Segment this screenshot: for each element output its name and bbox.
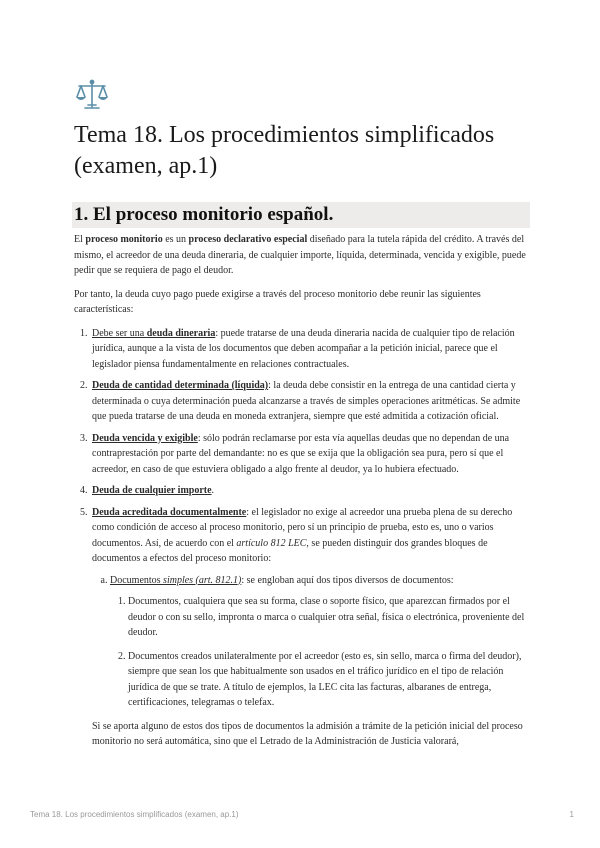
list-item: 1. Documentos, cualquiera que sea su forma, clase o soporte físico, que aparezcan firmados por el deudor o con su sello, impronta o marca o cualquier otra señal, física o electrónica, proveniente del deudor. — [128, 594, 532, 641]
list-item — [90, 378, 532, 425]
text: Documentos — [110, 574, 164, 586]
note-paragraph: Si se aporta alguno de estos dos tipos de documentos la admisión a trámite de la petición inicial del proceso monitorio no será automática, sino que el Letrado de la Administración de Justicia valorará, — [92, 720, 523, 747]
item-term: Deuda vencida y exigible — [92, 432, 198, 444]
list-item — [110, 573, 532, 711]
page-title: Tema 18. Los procedimientos simplificados (examen, ap.1) — [74, 122, 495, 179]
text: : el legislador no exige al acreedor una prueba plena de su derecho como condición de acceso al proceso monitorio, pero sí un principio de prueba, esto es, uno o varios documentos. Así, de acuerdo con el — [92, 506, 513, 549]
list-item — [90, 483, 532, 499]
list-item — [90, 431, 532, 478]
text: El — [74, 234, 86, 245]
legal-reference: artículo 812 LEC — [236, 537, 307, 549]
section-heading: 1. El proceso monitorio español. — [72, 202, 530, 228]
item-term: Deuda acreditada documentalmente — [92, 506, 247, 518]
footer-title: Tema 18. Los procedimientos simplificados (examen, ap.1) — [30, 810, 239, 819]
text: Debe ser una — [92, 327, 147, 339]
list-item — [90, 505, 532, 750]
text: : puede tratarse de una deuda dineraria nacida de cualquier tipo de relación jurídica, aunque a la vista de los documentos que deben acompañar a la petición inicial, parece que el legislador piensa fundamentalmente en relaciones contractuales. — [92, 327, 515, 370]
page-number: 1 — [569, 810, 574, 819]
term-proceso-monitorio: proceso monitorio — [85, 234, 163, 245]
item-term: Deuda de cualquier importe — [92, 485, 212, 496]
page-footer — [30, 810, 574, 819]
intro-paragraph — [74, 232, 532, 279]
sub-list — [110, 594, 532, 711]
text: diseñado para la tutela rápida del crédito. A través del mismo, el acreedor de una deuda dineraria, de cualquier importe, líquida, determinada, vencida y exigible, puede pedir que se requiera de pago el deudor. — [74, 234, 526, 276]
item-term: deuda dineraria — [146, 327, 216, 339]
item-underlined — [110, 575, 241, 586]
list-item — [90, 326, 532, 373]
scales-of-justice-icon — [74, 78, 110, 112]
text: . — [211, 485, 215, 496]
list-item: 2. Documentos creados unilateralmente por el acreedor (esto es, sin sello, marca o firma del deudor), siempre que sean los que habitualmente son usados en el tráfico jurídico en el tipo de relación jurídica de que se trate. A título de ejemplos, la LEC cita las facturas, albaranes de entrega, certificaciones, telegramas o telefax. — [128, 649, 532, 711]
characteristics-list — [74, 326, 532, 750]
item-term: Deuda de cantidad determinada (líquida) — [92, 380, 269, 391]
text: : la deuda debe consistir en la entrega de una cantidad cierta y determinada o cuya determinación pueda alcanzarse a través de simples operaciones aritméticas. Se admite que pueda tratarse de una deuda en moneda extranjera, siempre que esté admitida a cotización oficial. — [92, 380, 521, 422]
text: : se engloban aquí dos tipos diversos de documentos: — [241, 574, 454, 586]
text: , se pueden distinguir dos grandes bloques de documentos a efectos del proceso monitorio: — [92, 537, 488, 564]
term-proceso-declarativo: proceso declarativo especial — [188, 234, 308, 245]
text: : sólo podrán reclamarse por esta vía aquellas deudas que no dependan de una contraprestación por parte del demandante: no es que se exija que la obligación sea pura, pero sí que el acreedor, en caso de que estuviera obligado a algo frente al deudor, ya lo hubiera efectuado. — [92, 432, 510, 475]
text: es un — [162, 234, 189, 245]
characteristics-intro: Por tanto, la deuda cuyo pago puede exigirse a través del proceso monitorio debe reunir las siguientes características: — [74, 288, 481, 315]
document-types-list — [92, 573, 532, 711]
legal-reference: simples (art. 812.1) — [163, 574, 242, 586]
item-underlined — [92, 328, 215, 339]
document-body — [74, 232, 532, 758]
